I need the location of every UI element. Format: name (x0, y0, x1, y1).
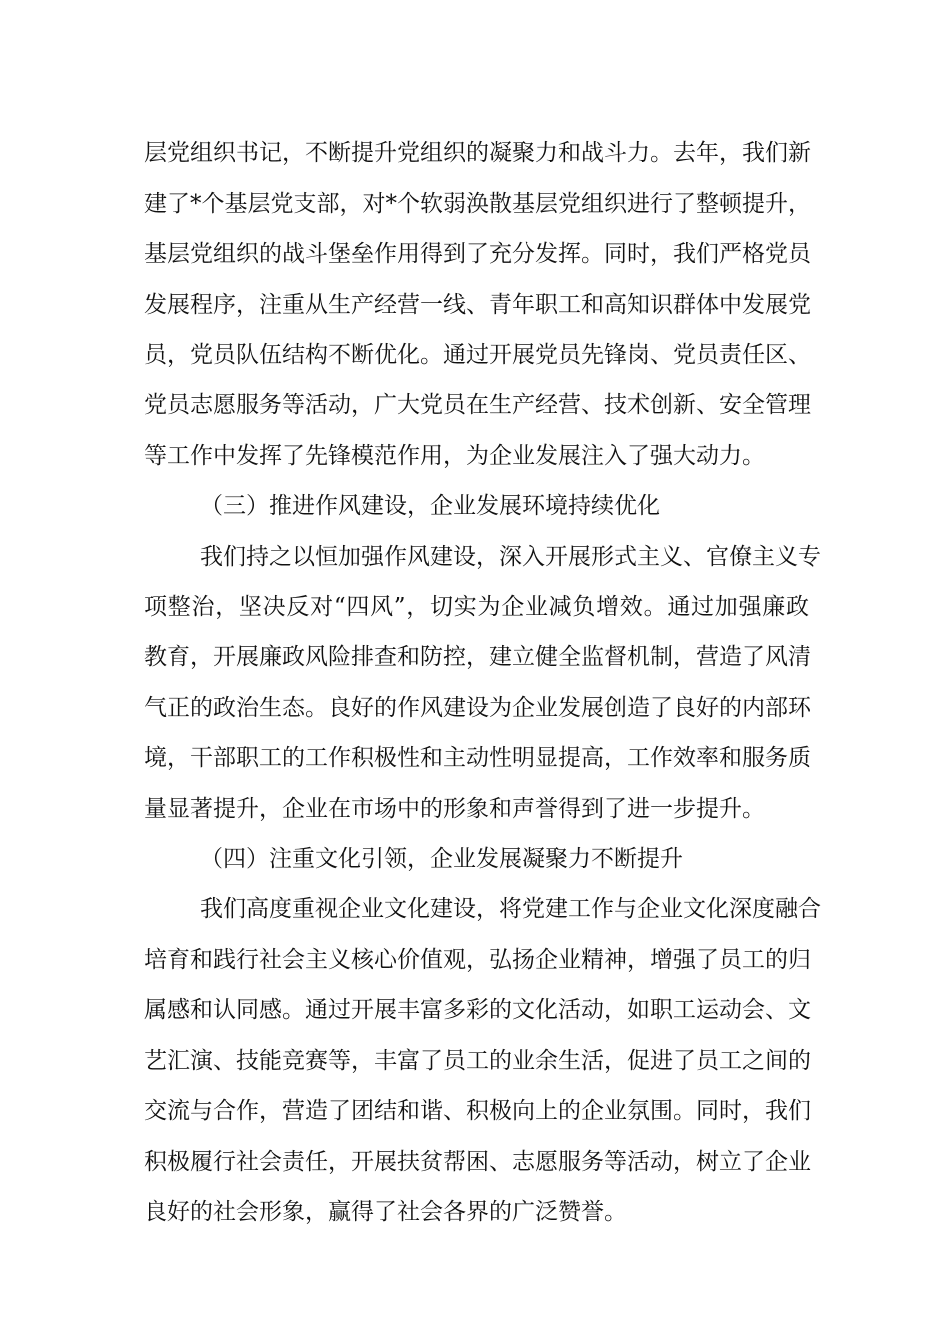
text-line: 我们高度重视企业文化建设，将党建工作与企业文化深度融合 (200, 896, 821, 922)
text-line: 境，干部职工的工作积极性和主动性明显提高，工作效率和服务质 (144, 745, 811, 771)
text-line: 等工作中发挥了先锋模范作用，为企业发展注入了强大动力。 (144, 443, 765, 469)
section-heading-3: （三）推进作风建设，企业发展环境持续优化 (200, 493, 660, 519)
text-line: 交流与合作，营造了团结和谐、积极向上的企业氛围。同时，我们 (144, 1098, 811, 1124)
text-line: 发展程序，注重从生产经营一线、青年职工和高知识群体中发展党 (144, 292, 811, 318)
text-line: 基层党组织的战斗堡垒作用得到了充分发挥。同时，我们严格党员 (144, 241, 811, 267)
text-line: 气正的政治生态。良好的作风建设为企业发展创造了良好的内部环 (144, 695, 811, 721)
text-line: 量显著提升，企业在市场中的形象和声誉得到了进一步提升。 (144, 796, 765, 822)
text-line: 我们持之以恒加强作风建设，深入开展形式主义、官僚主义专 (200, 544, 821, 570)
text-line: 员，党员队伍结构不断优化。通过开展党员先锋岗、党员责任区、 (144, 342, 811, 368)
section-heading-4: （四）注重文化引领，企业发展凝聚力不断提升 (200, 846, 683, 872)
text-line: 属感和认同感。通过开展丰富多彩的文化活动，如职工运动会、文 (144, 997, 811, 1023)
text-line: 艺汇演、技能竞赛等，丰富了员工的业余生活，促进了员工之间的 (144, 1048, 811, 1074)
text-line: 项整治，坚决反对“四风”，切实为企业减负增效。通过加强廉政 (144, 594, 809, 620)
text-line: 积极履行社会责任，开展扶贫帮困、志愿服务等活动，树立了企业 (144, 1149, 811, 1175)
text-line: 培育和践行社会主义核心价值观，弘扬企业精神，增强了员工的归 (144, 947, 811, 973)
text-line: 良好的社会形象，赢得了社会各界的广泛赞誉。 (144, 1199, 627, 1225)
text-line: 党员志愿服务等活动，广大党员在生产经营、技术创新、安全管理 (144, 392, 811, 418)
text-line: 层党组织书记，不断提升党组织的凝聚力和战斗力。去年，我们新 (144, 140, 811, 166)
text-line: 建了*个基层党支部，对*个软弱涣散基层党组织进行了整顿提升， (144, 191, 811, 217)
text-line: 教育，开展廉政风险排查和防控，建立健全监督机制，营造了风清 (144, 644, 811, 670)
